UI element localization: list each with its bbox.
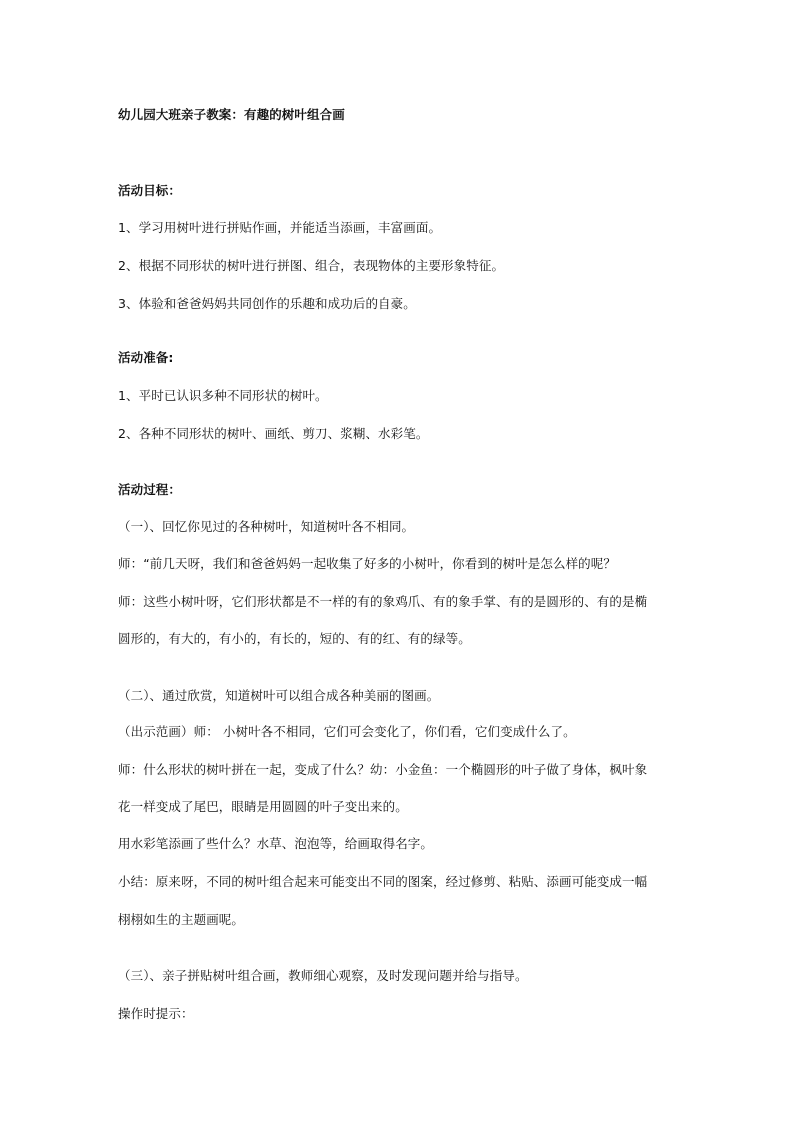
process-section-heading: （一）、回忆你见过的各种树叶，知道树叶各不相同。 — [118, 519, 415, 534]
preparation-heading: 活动准备: — [118, 350, 174, 365]
process-paragraph: （出示范画）师： 小树叶各不相同，它们可会变化了，你们看，它们变成什么了。 — [118, 724, 576, 739]
document-title: 幼儿园大班亲子教案：有趣的树叶组合画 — [118, 107, 345, 122]
goal-item: 3、体验和爸爸妈妈共同创作的乐趣和成功后的自豪。 — [118, 296, 416, 311]
process-paragraph: 操作时提示： — [118, 1006, 194, 1021]
process-summary: 小结：原来呀，不同的树叶组合起来可能变出不同的图案，经过修剪、粘贴、添画可能变成一幅 — [118, 874, 648, 889]
preparation-item: 2、各种不同形状的树叶、画纸、剪刀、浆糊、水彩笔。 — [118, 426, 429, 441]
process-section-heading: （三）、亲子拼贴树叶组合画，教师细心观察，及时发现问题并给与指导。 — [118, 968, 528, 983]
goal-item: 1、学习用树叶进行拼贴作画，并能适当添画，丰富画面。 — [118, 220, 442, 235]
process-paragraph: 用水彩笔添画了些什么？水草、泡泡等，给画取得名字。 — [118, 836, 434, 851]
process-section-heading: （二）、通过欣赏，知道树叶可以组合成各种美丽的图画。 — [118, 688, 440, 703]
process-paragraph: 师：“前几天呀，我们和爸爸妈妈一起收集了好多的小树叶，你看到的树叶是怎么样的呢？ — [118, 556, 616, 571]
process-paragraph: 师：这些小树叶呀，它们形状都是不一样的有的象鸡爪、有的象手掌、有的是圆形的、有的是椭 — [118, 594, 648, 609]
process-heading: 活动过程： — [118, 482, 182, 497]
process-paragraph: 师：什么形状的树叶拼在一起，变成了什么？幼：小金鱼：一个椭圆形的叶子做了身体，枫叶象 — [118, 762, 648, 777]
goal-item: 2、根据不同形状的树叶进行拼图、组合，表现物体的主要形象特征。 — [118, 258, 505, 273]
process-paragraph: 花一样变成了尾巴，眼睛是用圆圆的叶子变出来的。 — [118, 799, 408, 814]
process-summary: 栩栩如生的主题画呢。 — [118, 912, 245, 927]
process-paragraph: 圆形的，有大的，有小的，有长的，短的、有的红、有的绿等。 — [118, 631, 471, 646]
preparation-item: 1、平时已认识多种不同形状的树叶。 — [118, 388, 328, 403]
goals-heading: 活动目标： — [118, 183, 182, 198]
